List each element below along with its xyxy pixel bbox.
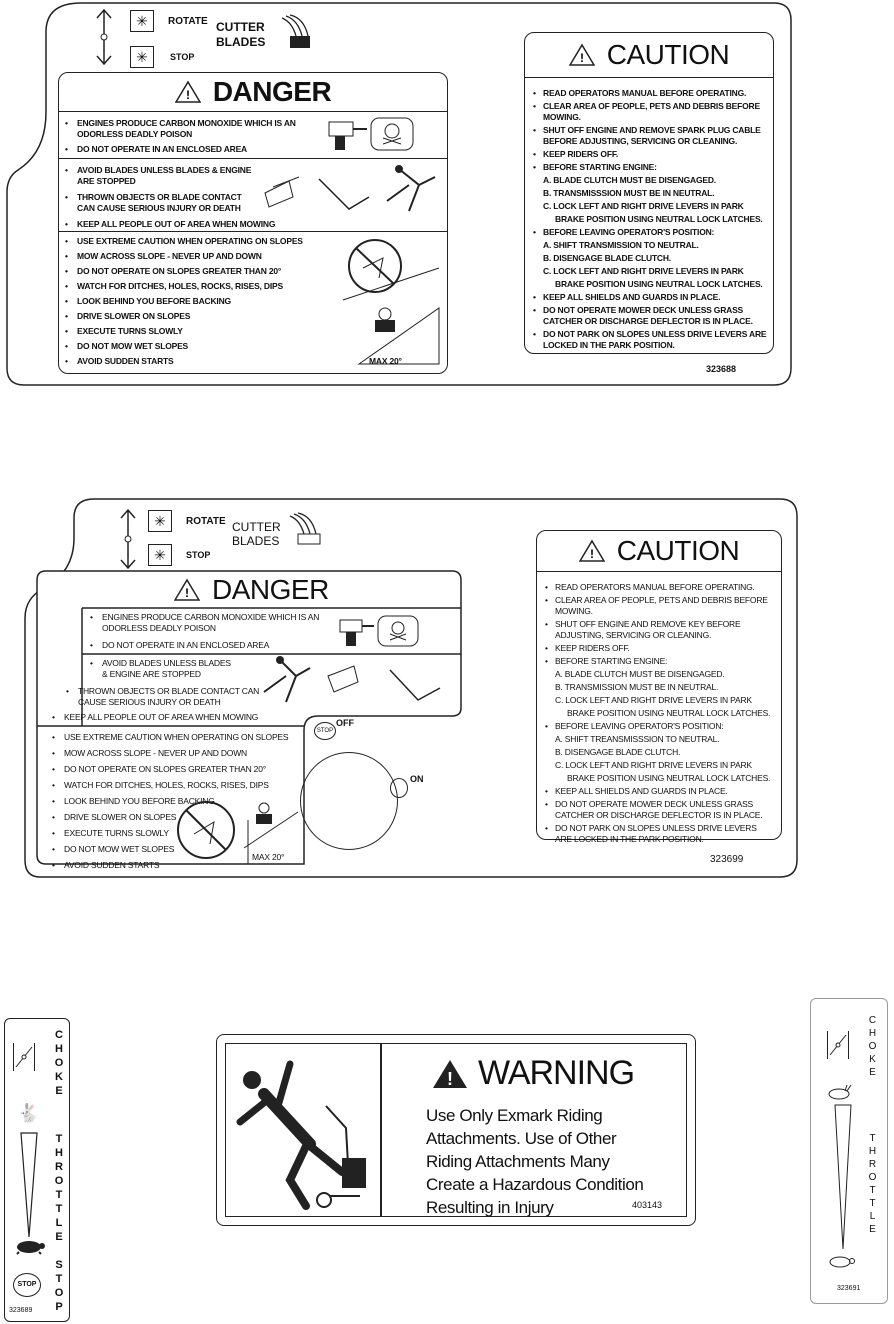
key-switch-circle — [300, 752, 398, 850]
key-stop-icon: STOP — [314, 722, 336, 740]
danger-item: • DO NOT OPERATE IN AN ENCLOSED AREA — [59, 144, 319, 155]
danger-item: • MOW ACROSS SLOPE - NEVER UP AND DOWN — [46, 748, 296, 759]
stop-badge-icon: STOP — [13, 1273, 41, 1297]
bullet-icon: • — [545, 643, 548, 653]
svg-text:!: ! — [579, 51, 584, 65]
bullet-icon: • — [545, 595, 548, 605]
warning-triangle-icon — [174, 578, 200, 602]
danger-item: • DO NOT OPERATE IN AN ENCLOSED AREA — [84, 640, 330, 651]
rotate-blade-icon: ✳ — [130, 10, 154, 32]
caution-item: • KEEP ALL SHIELDS AND GUARDS IN PLACE. — [533, 292, 721, 302]
stop-label: STOP — [170, 52, 195, 62]
blade-hazard-icon — [250, 656, 450, 712]
danger-section-co — [59, 112, 447, 159]
danger-item: • AVOID SUDDEN STARTS — [59, 356, 339, 367]
poison-skull-icon — [327, 114, 417, 154]
warning-triangle-icon — [579, 539, 605, 563]
caution-item: • READ OPERATORS MANUAL BEFORE OPERATING. — [533, 88, 747, 98]
warning-text — [426, 1104, 644, 1219]
warning-triangle-icon — [175, 80, 201, 104]
danger-item: • AVOID BLADES UNLESS BLADES & ENGINE ARE STOPPED — [84, 658, 234, 680]
caution-item: • READ OPERATORS MANUAL BEFORE OPERATING. — [545, 582, 755, 592]
caution-item: • CLEAR AREA OF PEOPLE, PETS AND DEBRIS BEFORE MOWING. — [545, 595, 768, 616]
stop-label: STOP — [186, 550, 211, 560]
danger-item: • DO NOT OPERATE ON SLOPES GREATER THAN 20° — [46, 764, 296, 775]
stop-blade-icon: ✳ — [130, 46, 154, 68]
throttle-wedge — [833, 1103, 853, 1251]
danger-panel — [58, 72, 448, 374]
danger-item: • DO NOT MOW WET SLOPES — [46, 844, 296, 855]
warning-decal — [216, 1034, 696, 1226]
up-down-arrow-icon — [118, 508, 138, 570]
warning-line: Use Only Exmark Riding — [426, 1106, 603, 1125]
danger-item: • MOW ACROSS SLOPE - NEVER UP AND DOWN — [59, 251, 339, 262]
max-slope-label: MAX 20° — [252, 852, 285, 862]
danger-item: • EXECUTE TURNS SLOWLY — [46, 828, 296, 839]
choke-label: CHOKE — [867, 1015, 878, 1080]
danger-section-slopes — [59, 232, 447, 372]
rabbit-icon — [825, 1083, 855, 1101]
rabbit-icon: 🐇 — [17, 1103, 40, 1123]
stop-blade-icon: ✳ — [148, 544, 172, 566]
danger-item: • AVOID BLADES UNLESS BLADES & ENGINE ARE STOPPED — [59, 165, 259, 187]
danger-item: • AVOID SUDDEN STARTS — [46, 860, 296, 871]
part-number: 323688 — [706, 364, 737, 374]
part-number: 323691 — [837, 1285, 861, 1292]
danger-item: • USE EXTREME CAUTION WHEN OPERATING ON SLOPES — [46, 732, 296, 743]
caution-item: • BEFORE STARTING ENGINE: — [533, 162, 657, 172]
bullet-icon: • — [533, 149, 536, 159]
caution-item: BRAKE POSITION USING NEUTRAL LOCK LATCHES. — [567, 773, 771, 783]
caution-item: C. LOCK LEFT AND RIGHT DRIVE LEVERS IN PARK — [555, 695, 752, 705]
caution-item: BRAKE POSITION USING NEUTRAL LOCK LATCHES. — [555, 279, 763, 289]
svg-text:!: ! — [185, 88, 190, 102]
caution-item: A. BLADE CLUTCH MUST BE DISENGAGED. — [543, 175, 716, 185]
part-number: 323699 — [710, 854, 744, 865]
bullet-icon: • — [545, 619, 548, 629]
warning-triangle-icon — [569, 43, 595, 67]
bullet-icon: • — [533, 101, 536, 111]
turtle-icon — [825, 1253, 857, 1269]
warning-title: WARNING — [478, 1054, 635, 1092]
caution-item: • KEEP ALL SHIELDS AND GUARDS IN PLACE. — [545, 786, 728, 796]
caution-item: C. LOCK LEFT AND RIGHT DRIVE LEVERS IN PARK — [555, 760, 752, 770]
warning-header — [432, 1054, 634, 1093]
choke-label: CHOKE — [53, 1029, 65, 1099]
danger-item: • USE EXTREME CAUTION WHEN OPERATING ON SLOPES — [59, 236, 339, 247]
bullet-icon: • — [533, 162, 536, 172]
caution-item: • DO NOT PARK ON SLOPES UNLESS DRIVE LEVERS ARE LOCKED IN THE PARK POSITION. — [533, 329, 767, 350]
danger-header — [59, 73, 447, 112]
warning-triangle-icon — [432, 1058, 468, 1090]
svg-text:!: ! — [589, 547, 594, 561]
falling-person-icon — [230, 1054, 380, 1210]
caution-item: • BEFORE LEAVING OPERATOR'S POSITION: — [545, 721, 724, 731]
cutter-blades-icon — [278, 14, 312, 52]
cutter-blades-icon — [286, 512, 322, 548]
danger-item: • ENGINES PRODUCE CARBON MONOXIDE WHICH IS AN ODORLESS DEADLY POISON — [84, 612, 330, 634]
warning-line: Riding Attachments Many — [426, 1152, 610, 1171]
rotate-label: ROTATE — [186, 516, 226, 527]
max-slope-label: MAX 20° — [369, 356, 402, 366]
danger-item: • KEEP ALL PEOPLE OUT OF AREA WHEN MOWING — [59, 219, 377, 230]
caution-item: B. TRANSMISSION MUST BE IN NEUTRAL. — [555, 682, 719, 692]
caution-item: B. DISENGAGE BLADE CLUTCH. — [555, 747, 681, 757]
caution-header — [537, 531, 781, 572]
danger-section-blades — [59, 159, 447, 232]
danger-title: DANGER — [212, 574, 329, 605]
danger-item: • LOOK BEHIND YOU BEFORE BACKING — [59, 296, 339, 307]
danger-item: • DO NOT MOW WET SLOPES — [59, 341, 339, 352]
throttle-label: THROTTLE — [53, 1133, 65, 1245]
caution-list — [525, 78, 773, 351]
caution-item: • SHUT OFF ENGINE AND REMOVE SPARK PLUG CABLE BEFORE ADJUSTING, SERVICING OR CLEANING. — [533, 125, 761, 146]
caution-item: • BEFORE LEAVING OPERATOR'S POSITION: — [533, 227, 715, 237]
caution-item: • DO NOT OPERATE MOWER DECK UNLESS GRASS CATCHER OR DISCHARGE DEFLECTOR IS IN PLACE. — [533, 305, 753, 326]
throttle-wedge — [19, 1131, 39, 1239]
rotate-label: ROTATE — [168, 16, 208, 27]
bullet-icon: • — [545, 823, 548, 833]
caution-item: BRAKE POSITION USING NEUTRAL LOCK LATCHES. — [555, 214, 763, 224]
danger-item: • DO NOT OPERATE ON SLOPES GREATER THAN 20° — [59, 266, 339, 277]
danger-header — [174, 574, 329, 606]
danger-item: • WATCH FOR DITCHES, HOLES, ROCKS, RISES, DIPS — [59, 281, 339, 292]
danger-item: • THROWN OBJECTS OR BLADE CONTACT CAN CAUSE SERIOUS INJURY OR DEATH — [60, 686, 260, 708]
warning-line: Create a Hazardous Condition — [426, 1175, 644, 1194]
part-number: 403143 — [632, 1200, 663, 1210]
danger-item: • WATCH FOR DITCHES, HOLES, ROCKS, RISES, DIPS — [46, 780, 296, 791]
blades-label: BLADES — [216, 35, 266, 49]
caution-list — [537, 572, 781, 845]
key-on-label: ON — [410, 774, 424, 784]
caution-panel — [524, 32, 774, 354]
danger-item: • EXECUTE TURNS SLOWLY — [59, 326, 339, 337]
bullet-icon: • — [545, 721, 548, 731]
throttle-label: THROTTLE — [867, 1133, 878, 1237]
danger-item: • LOOK BEHIND YOU BEFORE BACKING — [46, 796, 296, 807]
turtle-icon — [11, 1237, 47, 1255]
danger-item: • THROWN OBJECTS OR BLADE CONTACT CAN CAUSE SERIOUS INJURY OR DEATH — [59, 192, 259, 214]
caution-item: A. SHIFT TREANSMISSSION TO NEUTRAL. — [555, 734, 720, 744]
bullet-icon: • — [545, 582, 548, 592]
decal-323699 — [24, 498, 798, 878]
caution-item: C. LOCK LEFT AND RIGHT DRIVE LEVERS IN PARK — [543, 201, 744, 211]
cutter-label: CUTTER — [216, 20, 265, 34]
caution-item: • SHUT OFF ENGINE AND REMOVE KEY BEFORE ADJUSTING, SERVICING OR CLEANING. — [545, 619, 741, 640]
caution-item: A. SHIFT TRANSMISSION TO NEUTRAL. — [543, 240, 699, 250]
caution-item: B. DISENGAGE BLADE CLUTCH. — [543, 253, 671, 263]
caution-item: B. TRANSMISSSION MUST BE IN NEUTRAL. — [543, 188, 715, 198]
stop-label: STOP — [53, 1259, 65, 1315]
bullet-icon: • — [545, 786, 548, 796]
caution-title: CAUTION — [606, 39, 730, 70]
bullet-icon: • — [533, 305, 536, 315]
poison-skull-icon — [338, 614, 422, 650]
caution-item: • DO NOT PARK ON SLOPES UNLESS DRIVE LEVERS ARE LOCKED IN THE PARK POSITION. — [545, 823, 757, 844]
choke-icon — [827, 1031, 849, 1059]
blade-hazard-icon — [259, 163, 443, 217]
cutter-label: CUTTER — [232, 520, 281, 534]
caution-item: • KEEP RIDERS OFF. — [533, 149, 619, 159]
caution-header — [525, 33, 773, 78]
caution-item: • CLEAR AREA OF PEOPLE, PETS AND DEBRIS BEFORE MOWING. — [533, 101, 760, 122]
key-on-icon — [390, 778, 408, 798]
caution-item: • KEEP RIDERS OFF. — [545, 643, 630, 653]
danger-item: • DRIVE SLOWER ON SLOPES — [59, 311, 339, 322]
slope-rollover-icon — [339, 238, 443, 368]
caution-item: • DO NOT OPERATE MOWER DECK UNLESS GRASS CATCHER OR DISCHARGE DEFLECTOR IS IN PLACE. — [545, 799, 763, 820]
warning-line: Resulting in Injury — [426, 1198, 554, 1217]
caution-title: CAUTION — [616, 535, 740, 566]
bullet-icon: • — [545, 799, 548, 809]
bullet-icon: • — [533, 125, 536, 135]
throttle-decal-right — [810, 998, 888, 1304]
bullet-icon: • — [545, 656, 548, 666]
danger-item: • ENGINES PRODUCE CARBON MONOXIDE WHICH IS AN ODORLESS DEADLY POISON — [59, 118, 319, 140]
bullet-icon: • — [533, 88, 536, 98]
rotate-blade-icon: ✳ — [148, 510, 172, 532]
caution-panel — [536, 530, 782, 844]
blades-label: BLADES — [232, 534, 280, 548]
svg-text:!: ! — [447, 1068, 453, 1089]
bullet-icon: • — [533, 227, 536, 237]
danger-title: DANGER — [212, 76, 332, 107]
danger-item: • DRIVE SLOWER ON SLOPES — [46, 812, 296, 823]
up-down-arrow-icon — [94, 8, 114, 66]
key-off-label: OFF — [336, 718, 354, 728]
caution-item: C. LOCK LEFT AND RIGHT DRIVE LEVERS IN PARK — [543, 266, 744, 276]
throttle-decal-left — [4, 1018, 70, 1322]
part-number: 323689 — [9, 1307, 33, 1314]
bullet-icon: • — [533, 329, 536, 339]
decal-323688 — [6, 2, 792, 386]
caution-item: BRAKE POSITION USING NEUTRAL LOCK LATCHES. — [567, 708, 771, 718]
choke-icon — [13, 1043, 35, 1071]
svg-text:!: ! — [185, 586, 189, 600]
danger-item: • KEEP ALL PEOPLE OUT OF AREA WHEN MOWING — [46, 712, 306, 723]
caution-item: • BEFORE STARTING ENGINE: — [545, 656, 668, 666]
warning-line: Attachments. Use of Other — [426, 1129, 617, 1148]
bullet-icon: • — [533, 292, 536, 302]
caution-item: A. BLADE CLUTCH MUST BE DISENGAGED. — [555, 669, 725, 679]
